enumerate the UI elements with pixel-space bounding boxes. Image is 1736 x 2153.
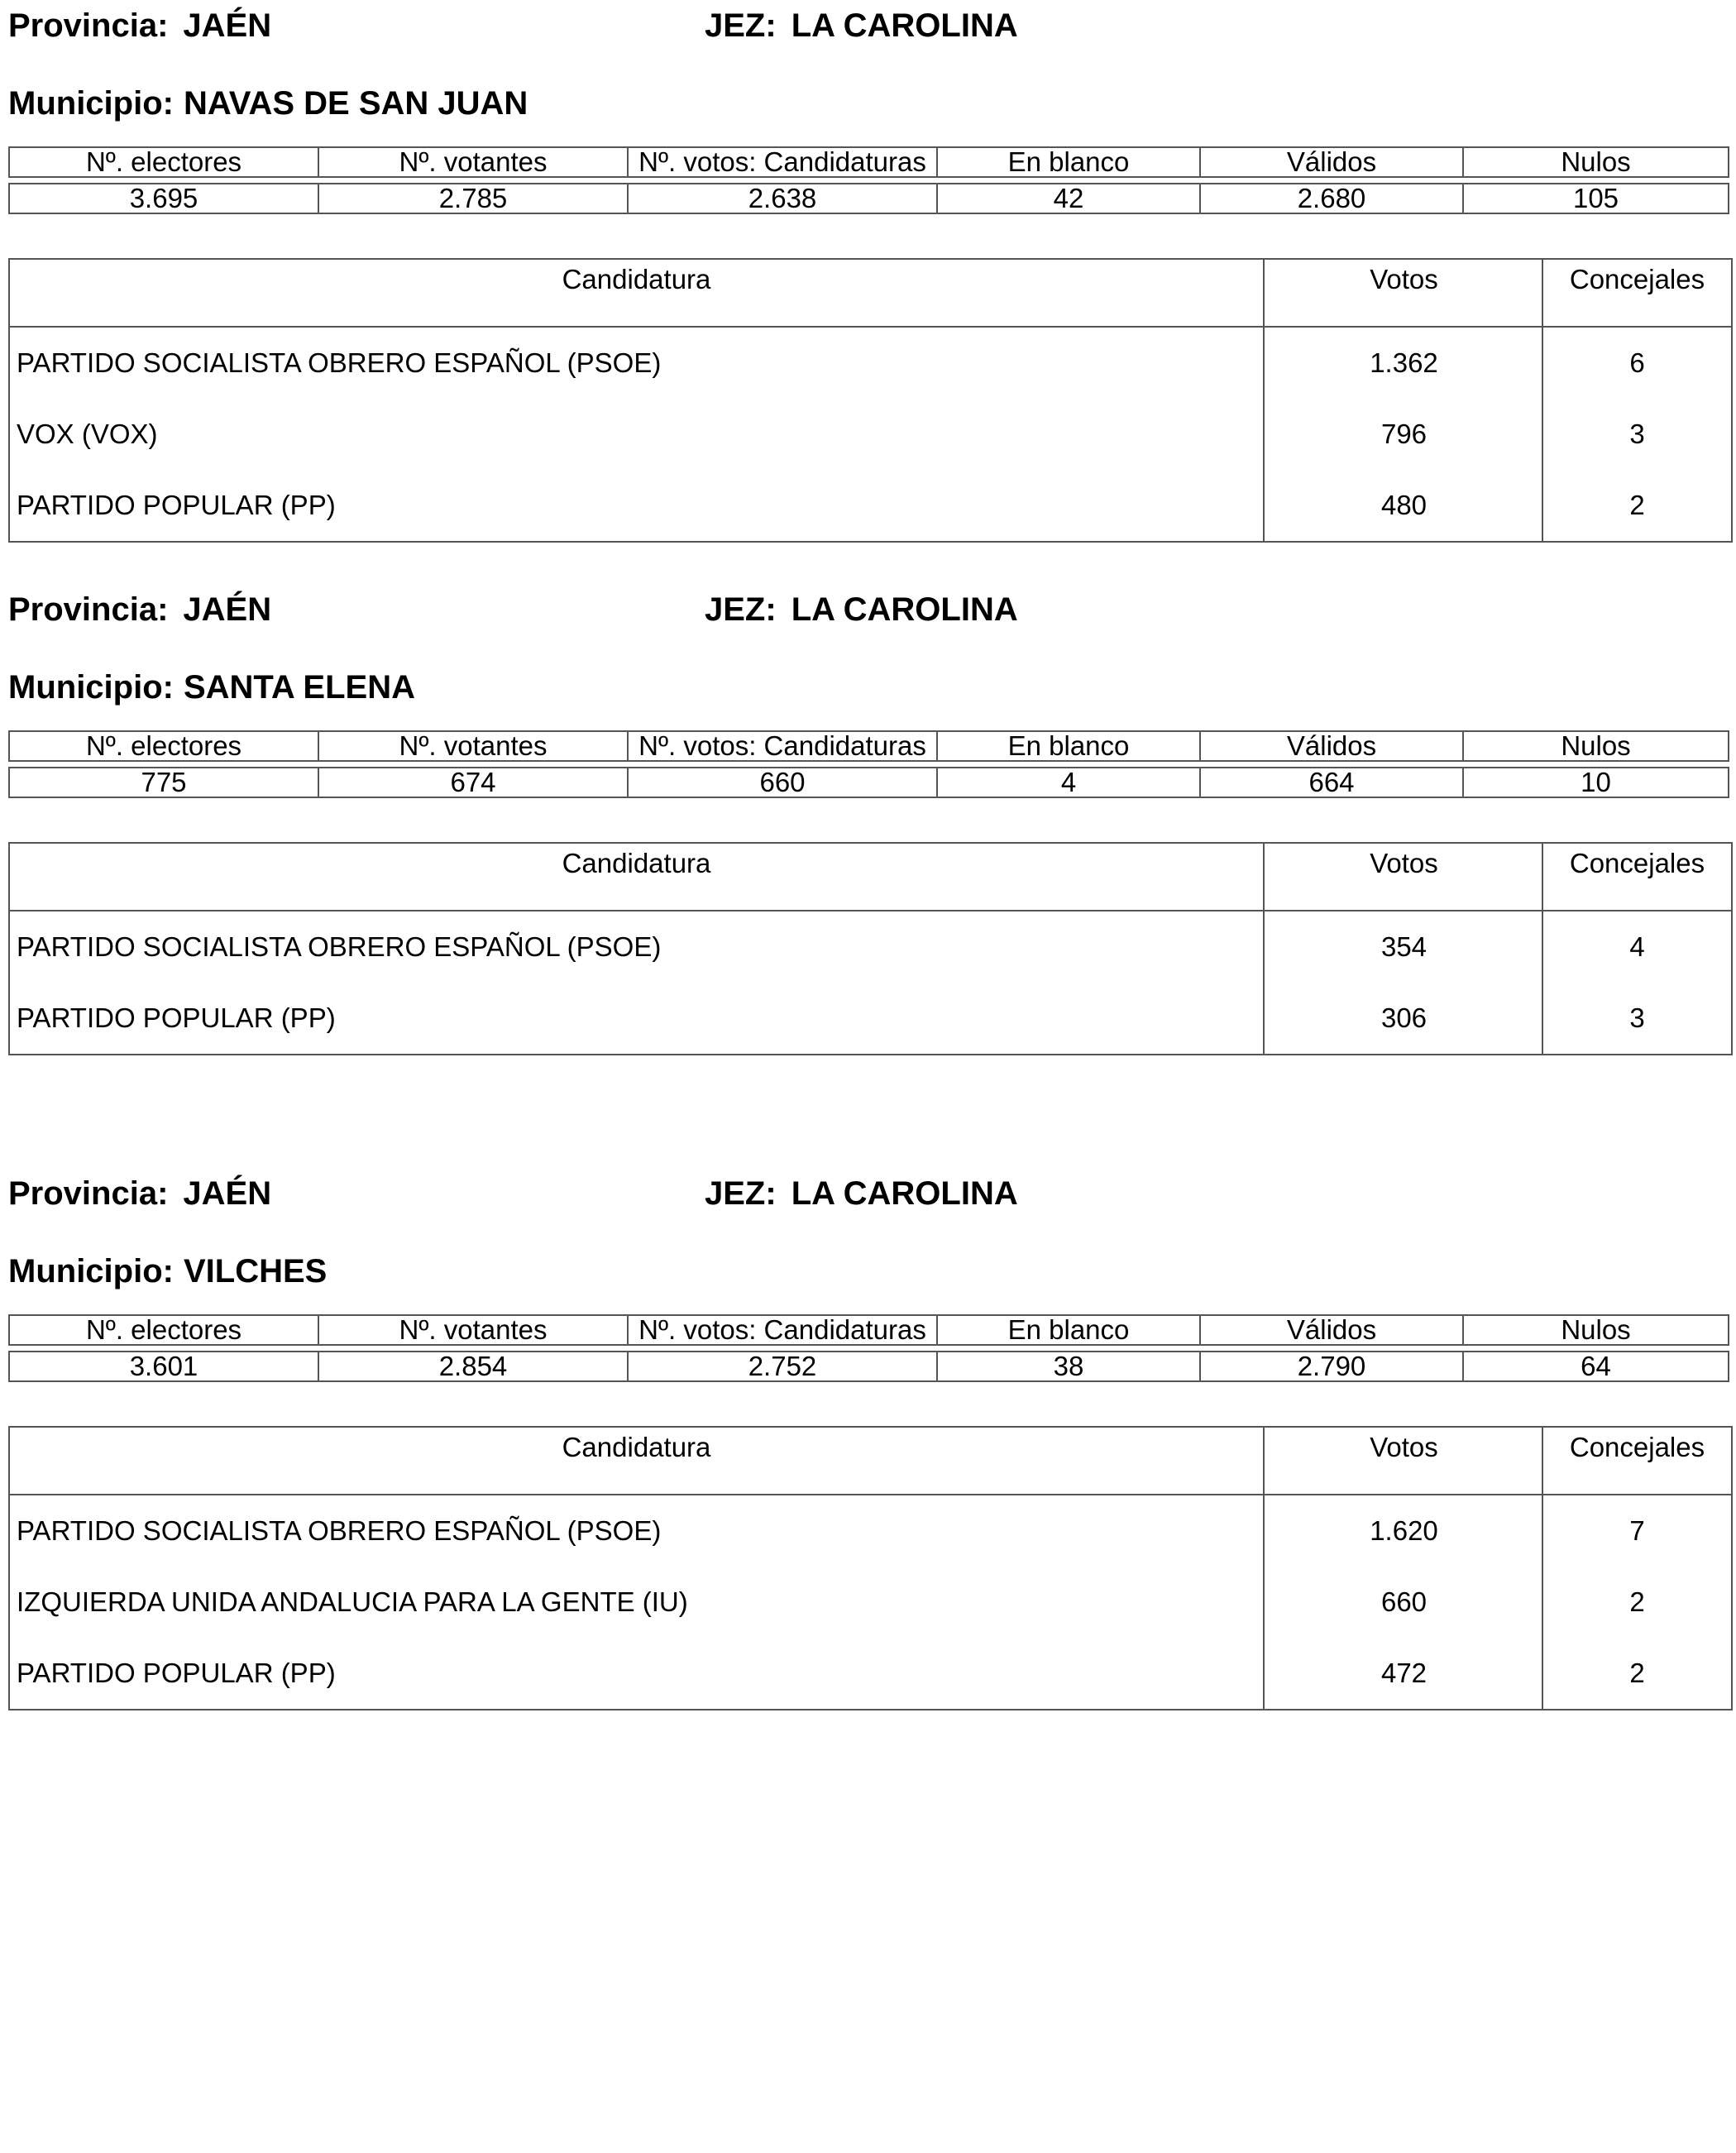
provincia-value: JAÉN — [183, 1175, 272, 1212]
candidatura-concejales: 2 — [1542, 1567, 1731, 1638]
candidaturas-table — [8, 842, 1733, 1055]
candidaturas-table — [8, 258, 1733, 543]
stats-table — [8, 1314, 1729, 1382]
stats-header-cell: Nº. votos: Candidaturas — [628, 1315, 937, 1345]
provincia-line — [8, 591, 271, 629]
stats-header-cell: Nº. votos: Candidaturas — [628, 731, 937, 761]
stats-header-cell: Nº. electores — [9, 147, 318, 177]
stats-header-cell: Nº. votos: Candidaturas — [628, 147, 937, 177]
stats-header-cell: Nº. votantes — [318, 1315, 628, 1345]
candidatura-row — [10, 328, 1731, 399]
candidatura-row — [10, 1495, 1731, 1567]
votos-header: Votos — [1263, 260, 1543, 326]
stats-header-cell: Nulos — [1463, 731, 1729, 761]
candidatura-concejales: 6 — [1542, 328, 1731, 399]
provincia-label: Provincia: — [8, 1175, 169, 1212]
jez-value: LA CAROLINA — [791, 1175, 1018, 1212]
stats-header-cell: Nº. votantes — [318, 147, 628, 177]
candidaturas-header-row — [10, 260, 1731, 328]
stats-value-cell: 660 — [628, 768, 937, 797]
stats-value-cell: 10 — [1463, 768, 1729, 797]
provincia-value: JAÉN — [183, 591, 272, 628]
stats-value-cell: 2.785 — [318, 184, 628, 213]
stats-header-cell: En blanco — [937, 147, 1200, 177]
stats-value-cell: 2.752 — [628, 1352, 937, 1381]
candidatura-name: PARTIDO SOCIALISTA OBRERO ESPAÑOL (PSOE) — [17, 1515, 662, 1546]
concejales-header: Concejales — [1542, 844, 1731, 910]
candidaturas-header-row — [10, 1428, 1731, 1495]
provincia-label: Provincia: — [8, 591, 169, 628]
candidaturas-body — [10, 1495, 1731, 1709]
municipio-section — [0, 0, 1736, 546]
municipio-label: Municipio: — [8, 85, 174, 122]
stats-header-cell: Nº. votantes — [318, 731, 628, 761]
stats-value-cell: 775 — [9, 768, 318, 797]
candidatura-votos: 1.620 — [1263, 1495, 1543, 1567]
candidatura-votos: 660 — [1263, 1567, 1543, 1638]
candidatura-row — [10, 1638, 1731, 1709]
municipio-value: NAVAS DE SAN JUAN — [183, 85, 528, 122]
stats-value-row — [9, 184, 1729, 213]
votos-header: Votos — [1263, 1428, 1543, 1494]
candidatura-concejales: 2 — [1542, 1638, 1731, 1709]
jez-line — [705, 1175, 1018, 1213]
jez-line — [705, 591, 1018, 629]
candidaturas-table — [8, 1426, 1733, 1710]
stats-header-cell: Válidos — [1200, 731, 1463, 761]
jez-label: JEZ: — [705, 1175, 777, 1212]
municipio-line — [8, 1252, 327, 1290]
candidatura-votos: 796 — [1263, 399, 1543, 470]
candidatura-row — [10, 911, 1731, 983]
stats-value-cell: 3.695 — [9, 184, 318, 213]
stats-table — [8, 146, 1729, 214]
candidatura-header: Candidatura — [562, 848, 711, 878]
stats-header-cell: Nº. electores — [9, 1315, 318, 1345]
candidatura-row — [10, 983, 1731, 1054]
candidatura-row — [10, 399, 1731, 470]
candidatura-name: IZQUIERDA UNIDA ANDALUCIA PARA LA GENTE (IU) — [17, 1586, 688, 1617]
jez-value: LA CAROLINA — [791, 591, 1018, 628]
candidatura-name: VOX (VOX) — [17, 419, 158, 449]
stats-header-cell: En blanco — [937, 731, 1200, 761]
stats-table — [8, 730, 1729, 798]
stats-value-cell: 2.638 — [628, 184, 937, 213]
stats-header-row — [9, 1315, 1729, 1345]
provincia-line — [8, 7, 271, 45]
jez-line — [705, 7, 1018, 45]
stats-header-cell: En blanco — [937, 1315, 1200, 1345]
candidatura-votos: 354 — [1263, 911, 1543, 983]
jez-label: JEZ: — [705, 7, 777, 44]
stats-value-row — [9, 768, 1729, 797]
provincia-label: Provincia: — [8, 7, 169, 44]
candidatura-concejales: 3 — [1542, 399, 1731, 470]
candidatura-concejales: 3 — [1542, 983, 1731, 1054]
stats-value-cell: 105 — [1463, 184, 1729, 213]
provincia-line — [8, 1175, 271, 1213]
municipio-label: Municipio: — [8, 669, 174, 706]
candidatura-concejales: 2 — [1542, 470, 1731, 541]
municipio-line — [8, 84, 528, 122]
stats-value-cell: 42 — [937, 184, 1200, 213]
municipio-section — [0, 584, 1736, 1130]
candidatura-row — [10, 470, 1731, 541]
municipio-value: SANTA ELENA — [183, 669, 415, 706]
stats-value-cell: 3.601 — [9, 1352, 318, 1381]
concejales-header: Concejales — [1542, 260, 1731, 326]
municipio-section — [0, 1168, 1736, 1714]
candidatura-votos: 480 — [1263, 470, 1543, 541]
municipio-line — [8, 668, 415, 706]
stats-header-cell: Nulos — [1463, 1315, 1729, 1345]
votos-header: Votos — [1263, 844, 1543, 910]
jez-value: LA CAROLINA — [791, 7, 1018, 44]
candidatura-header: Candidatura — [562, 264, 711, 294]
stats-header-cell: Nº. electores — [9, 731, 318, 761]
candidatura-votos: 1.362 — [1263, 328, 1543, 399]
stats-value-cell: 38 — [937, 1352, 1200, 1381]
candidatura-name: PARTIDO SOCIALISTA OBRERO ESPAÑOL (PSOE) — [17, 347, 662, 378]
candidatura-header: Candidatura — [562, 1432, 711, 1462]
stats-value-cell: 4 — [937, 768, 1200, 797]
municipio-label: Municipio: — [8, 1253, 174, 1289]
stats-value-cell: 2.854 — [318, 1352, 628, 1381]
jez-label: JEZ: — [705, 591, 777, 628]
stats-value-row — [9, 1352, 1729, 1381]
candidaturas-body — [10, 328, 1731, 541]
candidatura-concejales: 4 — [1542, 911, 1731, 983]
candidaturas-body — [10, 911, 1731, 1054]
candidatura-name: PARTIDO POPULAR (PP) — [17, 1002, 336, 1033]
candidaturas-header-row — [10, 844, 1731, 911]
stats-header-cell: Válidos — [1200, 1315, 1463, 1345]
stats-value-cell: 2.790 — [1200, 1352, 1463, 1381]
stats-value-cell: 674 — [318, 768, 628, 797]
candidatura-row — [10, 1567, 1731, 1638]
candidatura-name: PARTIDO POPULAR (PP) — [17, 1658, 336, 1688]
stats-header-cell: Nulos — [1463, 147, 1729, 177]
stats-value-cell: 64 — [1463, 1352, 1729, 1381]
municipio-value: VILCHES — [183, 1253, 328, 1289]
stats-header-cell: Válidos — [1200, 147, 1463, 177]
stats-value-cell: 664 — [1200, 768, 1463, 797]
provincia-value: JAÉN — [183, 7, 272, 44]
stats-header-row — [9, 731, 1729, 761]
stats-header-row — [9, 147, 1729, 177]
candidatura-concejales: 7 — [1542, 1495, 1731, 1567]
concejales-header: Concejales — [1542, 1428, 1731, 1494]
candidatura-votos: 306 — [1263, 983, 1543, 1054]
candidatura-name: PARTIDO SOCIALISTA OBRERO ESPAÑOL (PSOE) — [17, 931, 662, 962]
candidatura-votos: 472 — [1263, 1638, 1543, 1709]
stats-value-cell: 2.680 — [1200, 184, 1463, 213]
candidatura-name: PARTIDO POPULAR (PP) — [17, 490, 336, 520]
